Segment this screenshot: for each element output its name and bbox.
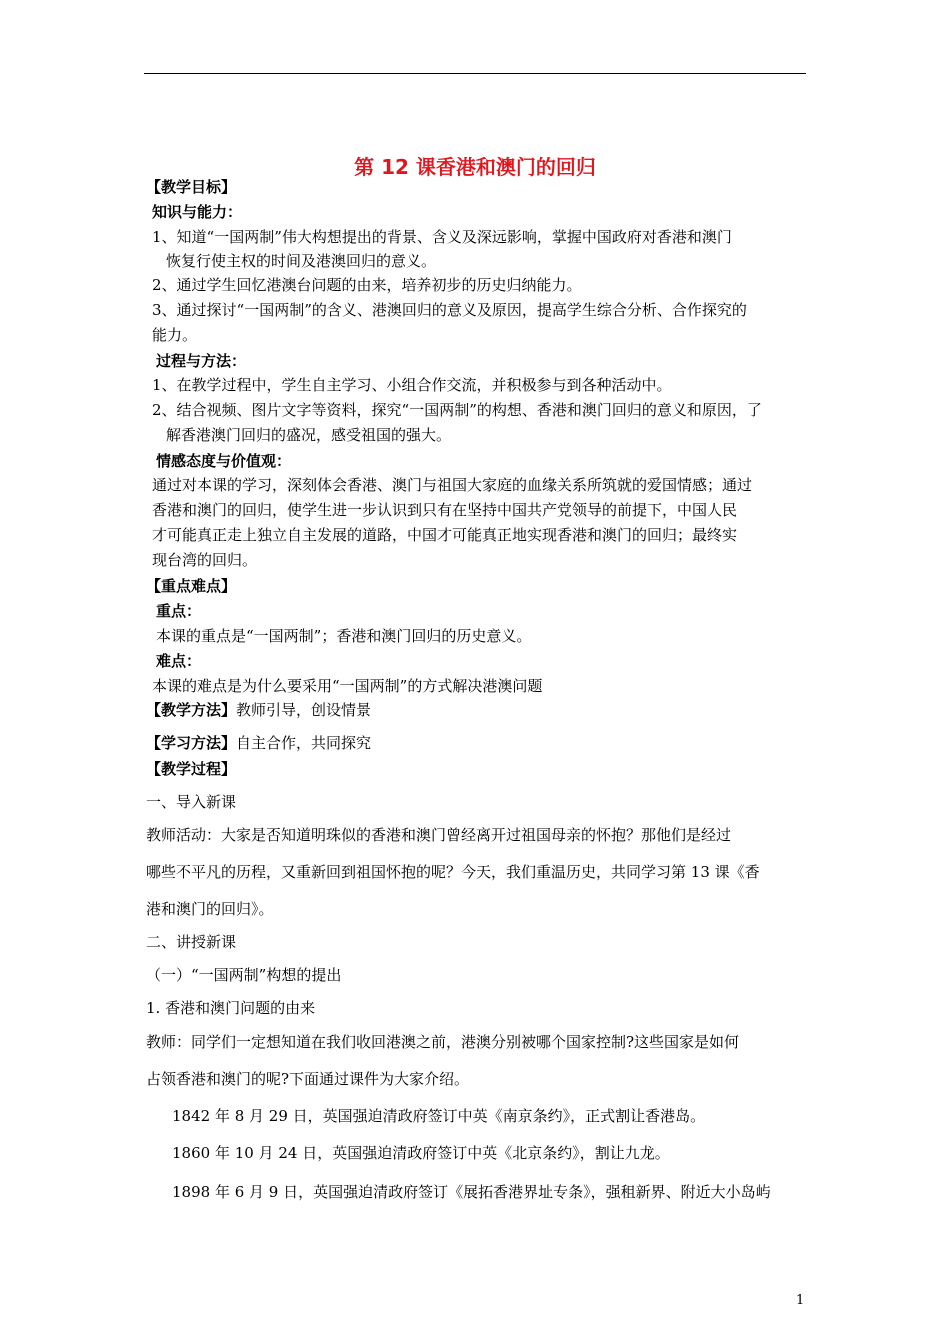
teacher-line-1: 教师：同学们一定想知道在我们收回港澳之前，港澳分别被哪个国家控制?这些国家是如何 — [146, 1033, 740, 1051]
difficulty-text: 本课的难点是为什么要采用“一国两制”的方式解决港澳问题 — [152, 677, 543, 695]
keypoints-heading: 【重点难点】 — [146, 577, 237, 595]
teaching-method — [146, 700, 808, 720]
learning-method — [146, 733, 808, 753]
attitude-line-2: 香港和澳门的回归，使学生进一步认识到只有在坚持中国共产党领导的前提下，中国人民 — [152, 501, 738, 519]
key-text: 本课的重点是“一国两制”；香港和澳门回归的历史意义。 — [156, 627, 532, 645]
teaching-method-text: 教师引导，创设情景 — [236, 701, 372, 719]
teaching-process-heading: 【教学过程】 — [146, 760, 237, 778]
process-item-1: 1、在教学过程中，学生自主学习、小组合作交流，并积极参与到各种活动中。 — [152, 376, 672, 394]
knowledge-item-2: 2、通过学生回忆港澳台问题的由来，培养初步的历史归纳能力。 — [152, 276, 582, 294]
teaching-method-label: 【教学方法】 — [146, 701, 237, 719]
intro-line-2: 哪些不平凡的历程，又重新回到祖国怀抱的呢？今天，我们重温历史，共同学习第 13 课《香 — [146, 863, 760, 881]
attitude-line-3: 才可能真正走上独立自主发展的道路，中国才可能真正地实现香港和澳门的回归；最终实 — [152, 526, 738, 544]
objectives-heading: 【教学目标】 — [146, 178, 237, 196]
difficulty-heading: 难点： — [156, 652, 202, 670]
section-2-heading: 二、讲授新课 — [146, 933, 237, 951]
history-1898: 1898 年 6 月 9 日，英国强迫清政府签订《展拓香港界址专条》，强租新界、附近大小岛屿 — [172, 1183, 771, 1201]
lesson-title: 第 12 课香港和澳门的回归 — [354, 155, 596, 179]
history-1842: 1842 年 8 月 29 日，英国强迫清政府签订中英《南京条约》，正式割让香港岛。 — [172, 1107, 706, 1125]
attitude-line-4: 现台湾的回归。 — [152, 551, 258, 569]
knowledge-item-1a: 1、知道“一国两制”伟大构想提出的背景、含义及深远影响，掌握中国政府对香港和澳门 — [152, 228, 732, 246]
intro-line-3: 港和澳门的回归》。 — [146, 900, 274, 918]
process-item-2b: 解香港澳门回归的盛况，感受祖国的强大。 — [166, 426, 452, 444]
attitude-heading: 情感态度与价值观： — [156, 452, 292, 470]
teacher-line-2: 占领香港和澳门的呢?下面通过课件为大家介绍。 — [146, 1070, 470, 1088]
history-1860: 1860 年 10 月 24 日，英国强迫清政府签订中英《北京条约》，割让九龙。 — [172, 1144, 670, 1162]
learning-method-label: 【学习方法】 — [146, 734, 237, 752]
learning-method-text: 自主合作，共同探究 — [236, 734, 372, 752]
knowledge-item-1b: 恢复行使主权的时间及港澳回归的意义。 — [166, 252, 437, 270]
page-number: 1 — [796, 1293, 805, 1308]
item-1-heading: 1. 香港和澳门问题的由来 — [146, 999, 316, 1017]
knowledge-item-3a: 3、通过探讨“一国两制”的含义、港澳回归的意义及原因，提高学生综合分析、合作探究的 — [152, 301, 747, 319]
intro-line-1: 教师活动：大家是否知道明珠似的香港和澳门曾经离开过祖国母亲的怀抱？那他们是经过 — [146, 826, 732, 844]
section-1-heading: 一、导入新课 — [146, 793, 237, 811]
attitude-line-1: 通过对本课的学习，深刻体会香港、澳门与祖国大家庭的血缘关系所筑就的爱国情感；通过 — [152, 476, 753, 494]
subsection-1-heading: （一）“一国两制”构想的提出 — [146, 966, 342, 984]
knowledge-heading: 知识与能力： — [152, 203, 243, 221]
knowledge-item-3b: 能力。 — [152, 326, 198, 344]
key-heading: 重点： — [156, 602, 202, 620]
process-item-2a: 2、结合视频、图片文字等资料，探究“一国两制”的构想、香港和澳门回归的意义和原因，了 — [152, 401, 762, 419]
header-rule — [144, 73, 806, 74]
process-method-heading: 过程与方法： — [156, 352, 247, 370]
